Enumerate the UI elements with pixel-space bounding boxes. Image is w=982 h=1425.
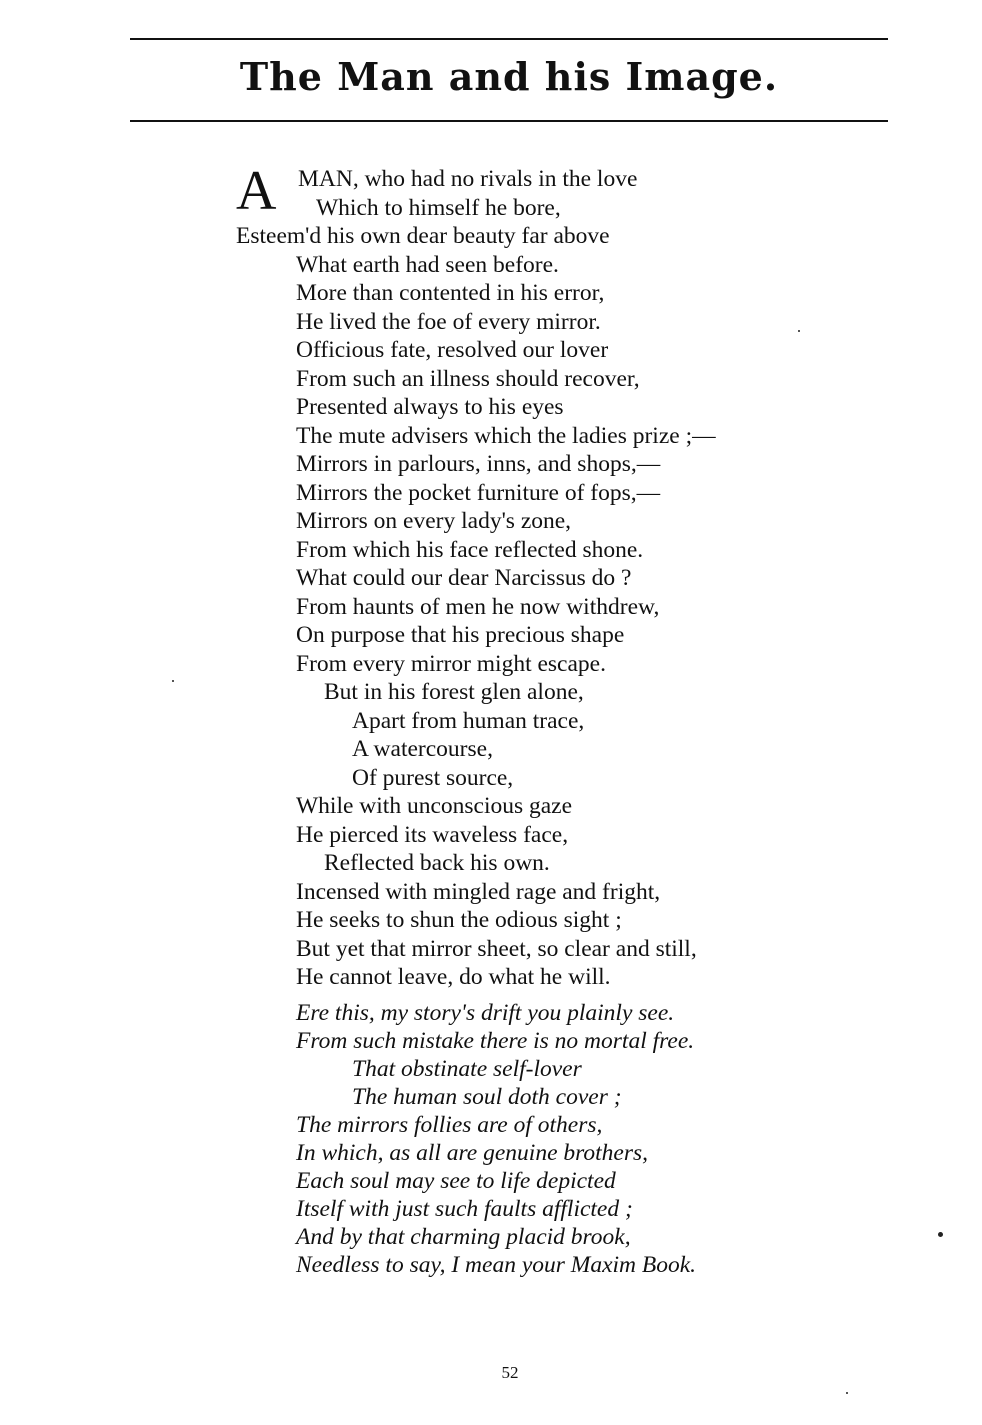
moral-lines: [236, 999, 876, 1279]
poem-line: Esteem'd his own dear beauty far above: [236, 223, 610, 249]
poem-line: And by that charming placid brook,: [296, 1223, 631, 1250]
poem-opening: [236, 160, 876, 222]
poem-line: Which to himself he bore,: [316, 194, 561, 221]
title-rule-top: [130, 38, 888, 40]
poem-line: The human soul doth cover ;: [352, 1083, 622, 1110]
poem-line: Apart from human trace,: [352, 707, 585, 734]
poem-line: He lived the foe of every mirror.: [296, 308, 601, 335]
poem-line: What earth had seen before.: [296, 251, 559, 278]
poem-line: Needless to say, I mean your Maxim Book.: [296, 1251, 697, 1278]
poem-line: MAN, who had no rivals in the love: [298, 166, 638, 192]
drop-cap: A: [236, 160, 277, 222]
poem-body: [236, 160, 876, 1279]
poem-line: Reflected back his own.: [324, 850, 550, 876]
poem-line: More than contented in his error,: [296, 280, 605, 306]
poem-line: The mirrors follies are of others,: [296, 1111, 603, 1138]
poem-line: But yet that mirror sheet, so clear and still,: [296, 935, 697, 962]
poem-line: Itself with just such faults afflicted ;: [296, 1195, 633, 1222]
poem-line: Of purest source,: [352, 764, 514, 791]
title-rule-bottom: [130, 120, 888, 122]
poem-line: He pierced its waveless face,: [296, 821, 569, 848]
scan-speck: [846, 1392, 848, 1394]
verse-lines: [236, 222, 876, 992]
poem-line: But in his forest glen alone,: [324, 679, 584, 705]
poem-line: A watercourse,: [352, 736, 493, 762]
poem-line: From haunts of men he now withdrew,: [296, 593, 660, 620]
poem-line: From such mistake there is no mortal free.: [296, 1027, 695, 1054]
poem-line: Mirrors in parlours, inns, and shops,—: [296, 451, 661, 477]
poem-line: Ere this, my story's drift you plainly see.: [296, 999, 675, 1026]
scan-speck: [938, 1232, 943, 1237]
poem-line: That obstinate self-lover: [352, 1055, 582, 1082]
scan-speck: [798, 330, 800, 332]
poem-line: The mute advisers which the ladies prize ;—: [296, 422, 716, 449]
poem-line: In which, as all are genuine brothers,: [296, 1139, 649, 1166]
scan-speck: [172, 680, 174, 682]
poem-line: Mirrors on every lady's zone,: [296, 508, 572, 534]
poem-line: Officious fate, resolved our lover: [296, 337, 609, 363]
poem-line: Presented always to his eyes: [296, 394, 564, 420]
page-title: The Man and his Image.: [239, 54, 779, 99]
poem-line: Mirrors the pocket furniture of fops,—: [296, 479, 661, 506]
poem-line: Each soul may see to life depicted: [296, 1167, 616, 1194]
page-number: 52: [501, 1363, 519, 1382]
poem-line: Incensed with mingled rage and fright,: [296, 878, 661, 905]
poem-line: While with unconscious gaze: [296, 793, 573, 819]
poem-line: From every mirror might escape.: [296, 650, 606, 677]
poem-line: On purpose that his precious shape: [296, 622, 625, 648]
poem-line: He seeks to shun the odious sight ;: [296, 907, 622, 933]
poem-line: He cannot leave, do what he will.: [296, 964, 611, 990]
poem-line: From such an illness should recover,: [296, 365, 640, 392]
poem-line: What could our dear Narcissus do ?: [296, 565, 632, 591]
poem-line: From which his face reflected shone.: [296, 536, 644, 563]
